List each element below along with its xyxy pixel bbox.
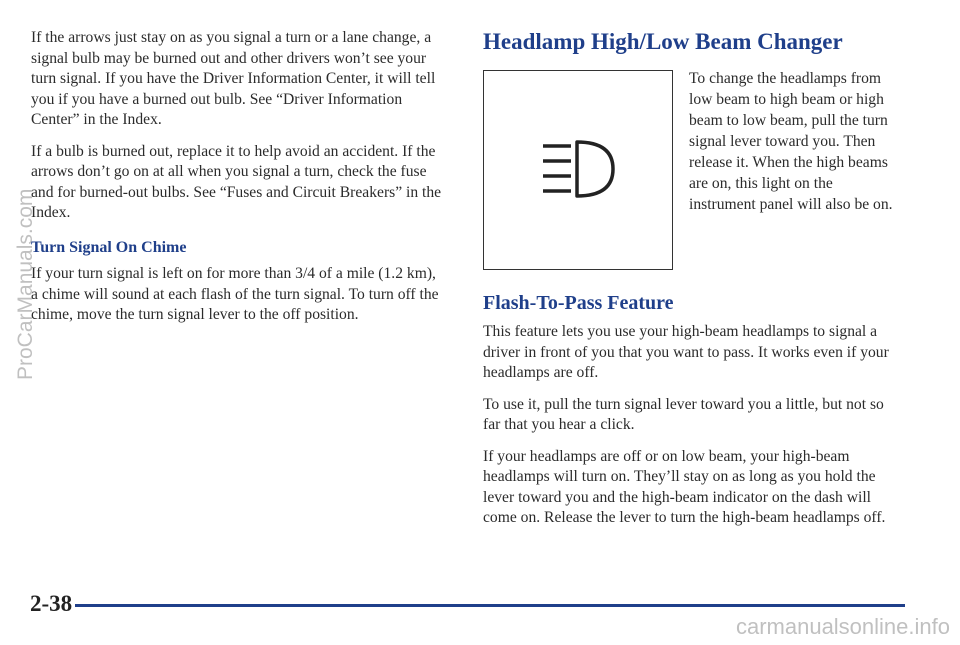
left-column bbox=[31, 28, 443, 337]
side-watermark: ProCarManuals.com bbox=[14, 188, 37, 380]
flash-to-pass-heading: Flash-To-Pass Feature bbox=[483, 292, 674, 314]
turn-signal-bulb-paragraph: If the arrows just stay on as you signal a turn or a lane change, a signal bulb may be burned out and other drivers won’t see your turn signal. If you have the Driver Information Center, it will tell you if you have a burned out bulb. See “Driver Information Center” in the Index. bbox=[31, 29, 436, 128]
bottom-watermark: carmanualsonline.info bbox=[735, 614, 950, 639]
headlamp-beam-changer-heading: Headlamp High/Low Beam Changer bbox=[483, 29, 843, 54]
page-number: 2-38 bbox=[30, 591, 73, 616]
flash-to-pass-paragraph-2: To use it, pull the turn signal lever toward you a little, but not so far that you hear a click. bbox=[483, 395, 884, 433]
footer-rule bbox=[75, 604, 905, 607]
beam-changer-row bbox=[483, 70, 903, 270]
high-beam-icon bbox=[537, 136, 619, 204]
turn-signal-chime-heading: Turn Signal On Chime bbox=[31, 238, 187, 256]
high-beam-icon-frame bbox=[483, 70, 673, 270]
beam-changer-instructions: To change the headlamps from low beam to high beam or high beam to low beam, pull the turn signal lever toward you. Then release it. When the high beams are on, this light on the instrument panel will also be on. bbox=[689, 70, 893, 213]
turn-signal-chime-paragraph: If your turn signal is left on for more than 3/4 of a mile (1.2 km), a chime will sound at each flash of the turn signal. To turn off the chime, move the turn signal lever to the off position. bbox=[31, 265, 439, 323]
right-column bbox=[483, 28, 903, 540]
burned-out-bulb-paragraph: If a bulb is burned out, replace it to help avoid an accident. If the arrows don’t go on at all when you signal a turn, check the fuse and for burned-out bulbs. See “Fuses and Circuit Breakers” in the Index. bbox=[31, 142, 442, 221]
flash-to-pass-paragraph-1: This feature lets you use your high-beam headlamps to signal a driver in front of you that you want to pass. It works even if your headlamps are off. bbox=[483, 323, 889, 381]
flash-to-pass-paragraph-3: If your headlamps are off or on low beam, your high-beam headlamps will turn on. They’ll stay on as long as you hold the lever toward you and the high-beam indicator on the dash will come on. Release the lever to turn the high-beam headlamps off. bbox=[483, 447, 886, 526]
